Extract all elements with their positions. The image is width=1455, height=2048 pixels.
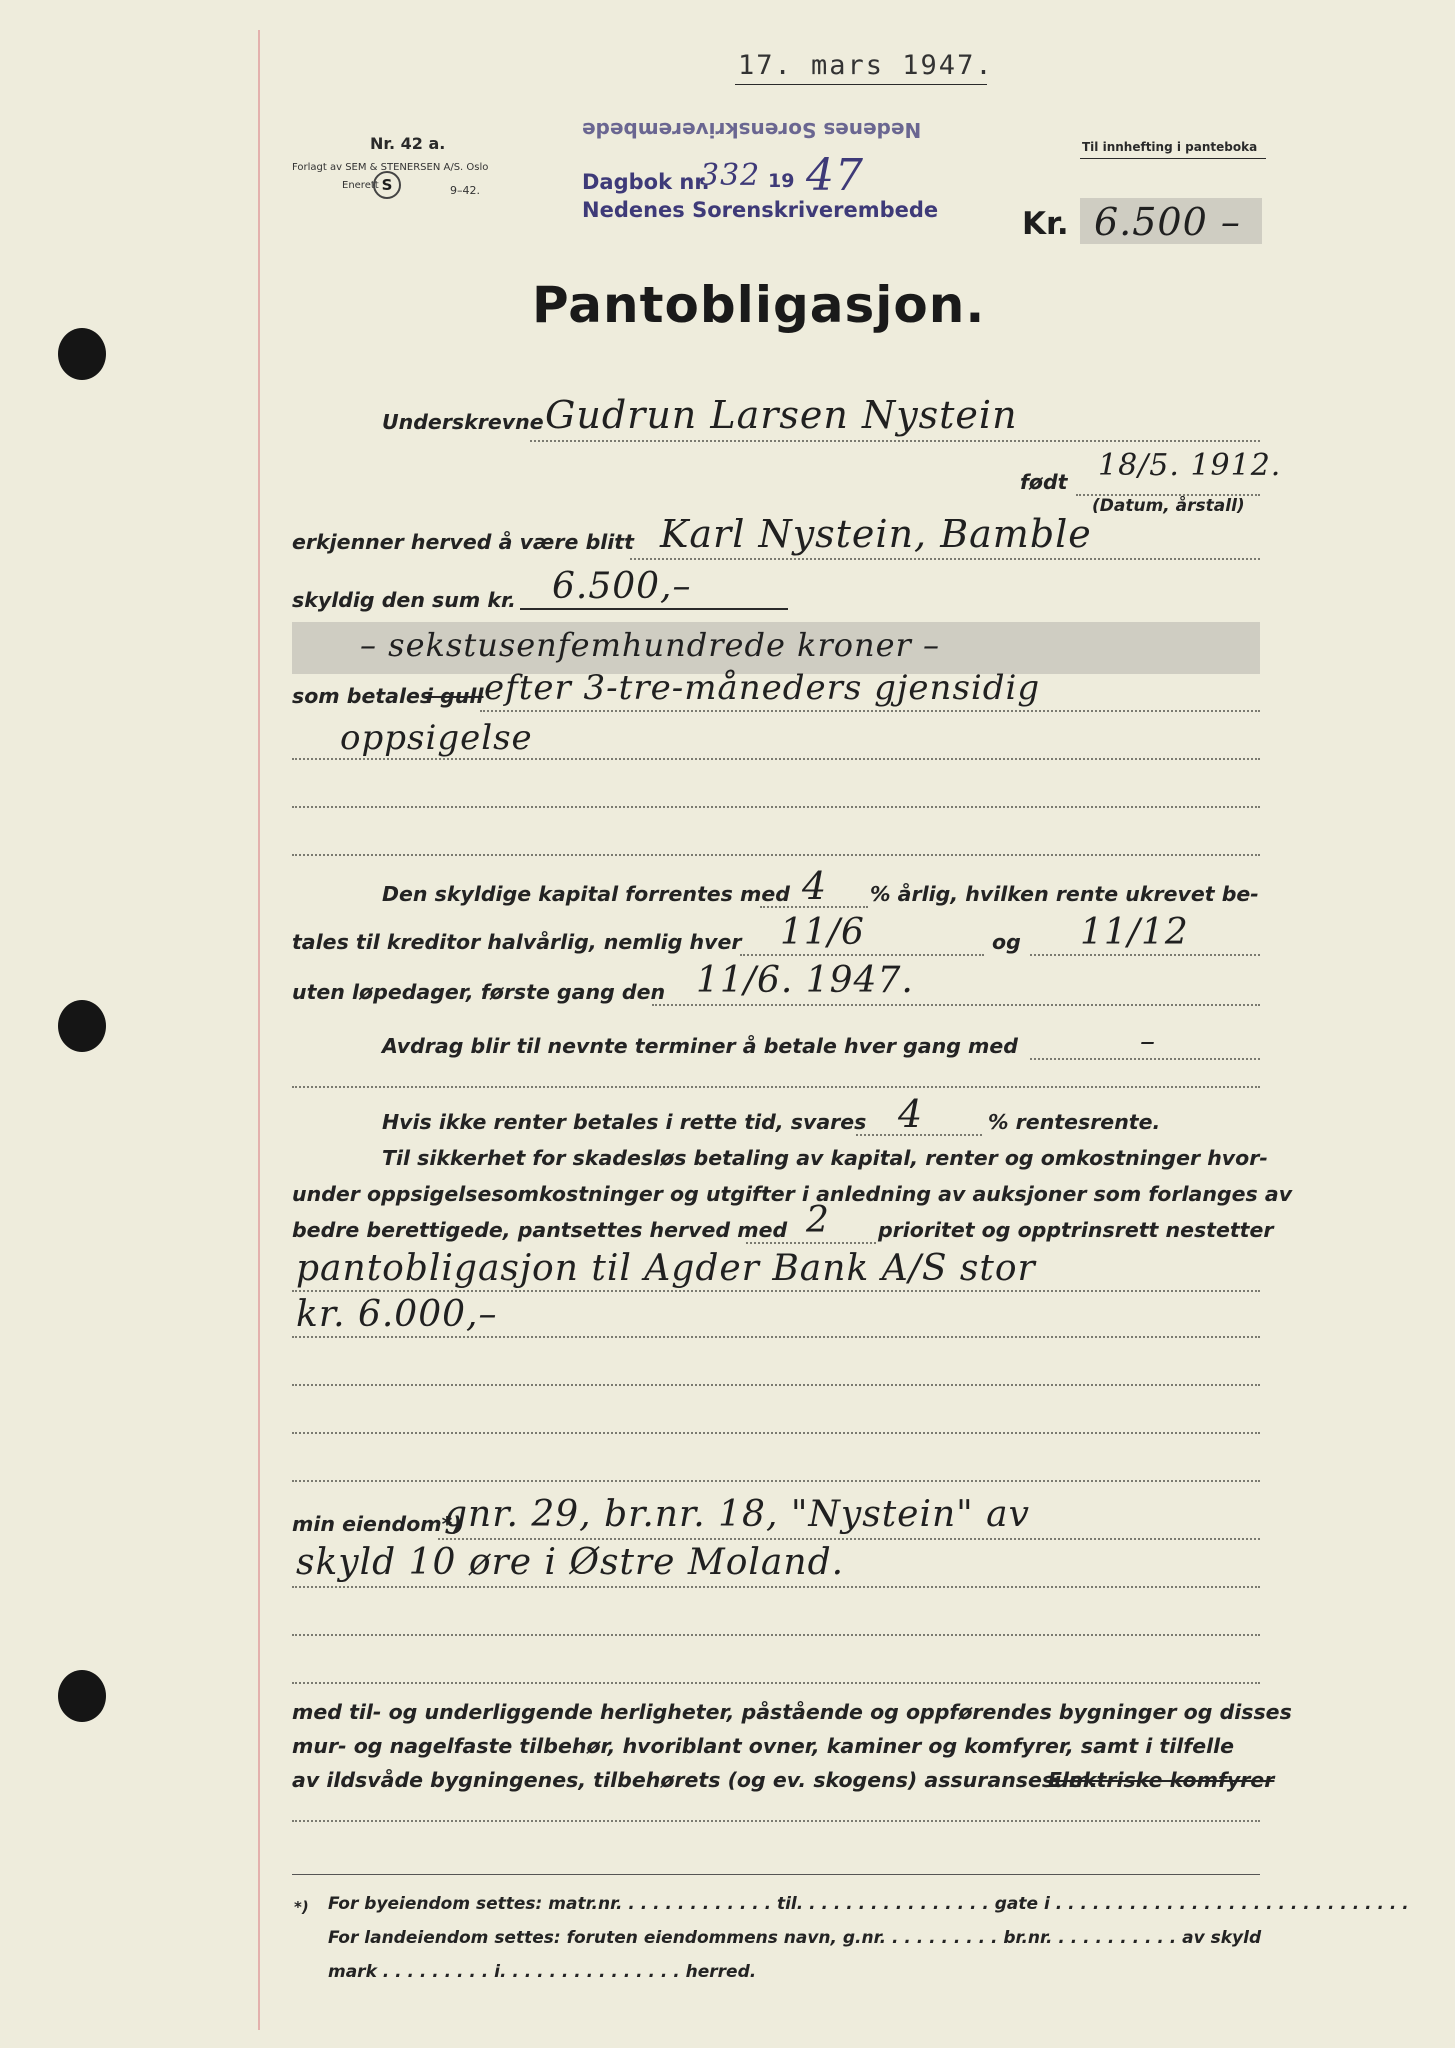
undersigned-dotline	[530, 440, 1260, 442]
closing-line-2: mur- og nagelfaste tilbehør, hvoriblant ovner, kaminer og komfyrer, samt i tilfelle	[292, 1734, 1235, 1758]
publisher: Forlagt av SEM & STENERSEN A/S. Oslo	[292, 162, 489, 173]
binding-note: Til innhefting i panteboka	[1082, 140, 1258, 154]
term-2: 11/12	[1080, 912, 1189, 953]
stamp-office: Nedenes Sorenskriverembede	[582, 198, 939, 222]
interest-text-2a: tales til kreditor halvårlig, nemlig hver	[292, 930, 742, 954]
priority-dotline	[746, 1242, 876, 1244]
prior-mortgage-2: kr. 6.000,–	[296, 1294, 498, 1335]
penalty-text-a: Hvis ikke renter betales i rette tid, svares	[382, 1110, 867, 1134]
undersigned-value: Gudrun Larsen Nystein	[545, 393, 1018, 437]
paid-dotline-2	[292, 758, 1260, 760]
blank-dotline	[292, 1384, 1260, 1386]
prior-dotline-1	[292, 1290, 1260, 1292]
property-value-2: skyld 10 øre i Østre Moland.	[296, 1542, 845, 1583]
and-word: og	[992, 930, 1021, 954]
binding-note-underline	[1080, 158, 1266, 159]
blank-dotline	[292, 1820, 1260, 1822]
paid-label: som betales	[292, 684, 433, 708]
exclusive-rights: Enerett	[342, 180, 379, 191]
property-dotline-2	[292, 1586, 1260, 1588]
stamp-year: 47	[806, 150, 864, 201]
stamp-year-prefix: 19	[768, 170, 795, 192]
creditor-value: Karl Nystein, Bamble	[660, 512, 1092, 556]
closing-struck-text: Elektriske komfyrer	[1048, 1768, 1275, 1792]
owing-value: 6.500,–	[552, 566, 692, 607]
punch-hole	[58, 328, 106, 380]
stamp-diary-number: 332	[700, 158, 761, 193]
punch-hole	[58, 1670, 106, 1722]
penalty-rate: 4	[898, 1092, 924, 1136]
security-text-3a: bedre berettigede, pantsettes herved med	[292, 1218, 788, 1242]
property-dotline-1	[438, 1538, 1260, 1540]
blank-dotline	[292, 854, 1260, 856]
publisher-logo-icon: S	[373, 171, 401, 199]
interest-text-1a: Den skyldige kapital forrentes med	[382, 882, 790, 906]
born-label: født	[1020, 470, 1068, 494]
closing-line-3: av ildsvåde bygningenes, tilbehørets (og ev. skogens) assuransesum.	[292, 1768, 1098, 1792]
paid-terms-2: oppsigelse	[340, 718, 533, 758]
stamp-mirror-imprint: Nedenes Sorenskriverembede	[582, 118, 922, 142]
term1-dotline	[740, 954, 984, 956]
owing-label: skyldig den sum kr.	[292, 588, 516, 612]
blank-dotline	[292, 1480, 1260, 1482]
priority-value: 2	[806, 1200, 830, 1241]
document-date: 17. mars 1947.	[738, 50, 994, 81]
document-title: Pantobligasjon.	[532, 276, 986, 334]
security-text-3b: prioritet og opptrinsrett nestetter	[878, 1218, 1274, 1242]
born-value: 18/5. 1912.	[1098, 448, 1282, 483]
owing-underline	[520, 608, 788, 610]
closing-line-1: med til- og underliggende herligheter, påstående og oppførendes bygninger og disses	[292, 1700, 1292, 1724]
property-value-1: gnr. 29, br.nr. 18, "Nystein" av	[444, 1494, 1030, 1535]
interest-text-3a: uten løpedager, første gang den	[292, 980, 666, 1004]
penalty-text-b: % rentesrente.	[988, 1110, 1161, 1134]
stamp-diary-label: Dagbok nr.	[582, 170, 710, 194]
form-date: 9–42.	[450, 184, 480, 197]
blank-dotline	[292, 806, 1260, 808]
undersigned-label: Underskrevne	[382, 410, 544, 434]
creditor-dotline	[630, 558, 1260, 560]
form-number: Nr. 42 a.	[370, 134, 446, 153]
date-underline	[735, 84, 987, 85]
security-text-1: Til sikkerhet for skadesløs betaling av kapital, renter og omkostninger hvor-	[382, 1146, 1268, 1170]
blank-dotline	[292, 1634, 1260, 1636]
prior-mortgage-1: pantobligasjon til Agder Bank A/S stor	[296, 1248, 1036, 1289]
footnote-line-2: For landeiendom settes: foruten eiendommens navn, g.nr. . . . . . . . . . br.nr. . . . . . . . . . . av skyld	[328, 1928, 1262, 1948]
footnote-rule	[292, 1874, 1260, 1875]
margin-rule	[258, 30, 260, 2030]
installment-text: Avdrag blir til nevnte terminer å betale hver gang med	[382, 1034, 1018, 1058]
installment-value: –	[1140, 1024, 1156, 1059]
punch-hole	[58, 1000, 106, 1052]
footnote-line-3: mark . . . . . . . . . i. . . . . . . . . . . . . . . herred.	[328, 1962, 757, 1982]
interest-text-1b: % årlig, hvilken rente ukrevet be-	[870, 882, 1259, 906]
first-date-dotline	[652, 1004, 1260, 1006]
paid-terms-1: efter 3-tre-måneders gjensidig	[484, 668, 1041, 708]
paid-struck-gold: i gull	[426, 684, 484, 708]
blank-dotline	[292, 1432, 1260, 1434]
acknowledge-label: erkjenner herved å være blitt	[292, 530, 634, 554]
born-hint: (Datum, årstall)	[1092, 496, 1245, 516]
amount-label: Kr.	[1022, 206, 1069, 242]
blank-dotline	[292, 1086, 1260, 1088]
term-1: 11/6	[780, 912, 865, 953]
paid-dotline	[480, 710, 1260, 712]
interest-rate: 4	[802, 864, 828, 908]
footnote-star: *)	[294, 1898, 309, 1916]
first-payment-date: 11/6. 1947.	[696, 960, 914, 1001]
prior-dotline-2	[292, 1336, 1260, 1338]
footnote-line-1: For byeiendom settes: matr.nr. . . . . . . . . . . . . til. . . . . . . . . . . . . . . . gate i . . . . . . . . . . . . . . . . . . . . . . . . . . . . .	[328, 1894, 1409, 1914]
security-text-2: under oppsigelsesomkostninger og utgifter i anledning av auksjoner som forlanges av	[292, 1182, 1293, 1206]
amount-value: 6.500 –	[1094, 200, 1241, 244]
blank-dotline	[292, 1682, 1260, 1684]
amount-in-words: – sekstusenfemhundrede kroner –	[360, 626, 941, 664]
term2-dotline	[1030, 954, 1260, 956]
property-label: min eiendom*)	[292, 1512, 462, 1536]
